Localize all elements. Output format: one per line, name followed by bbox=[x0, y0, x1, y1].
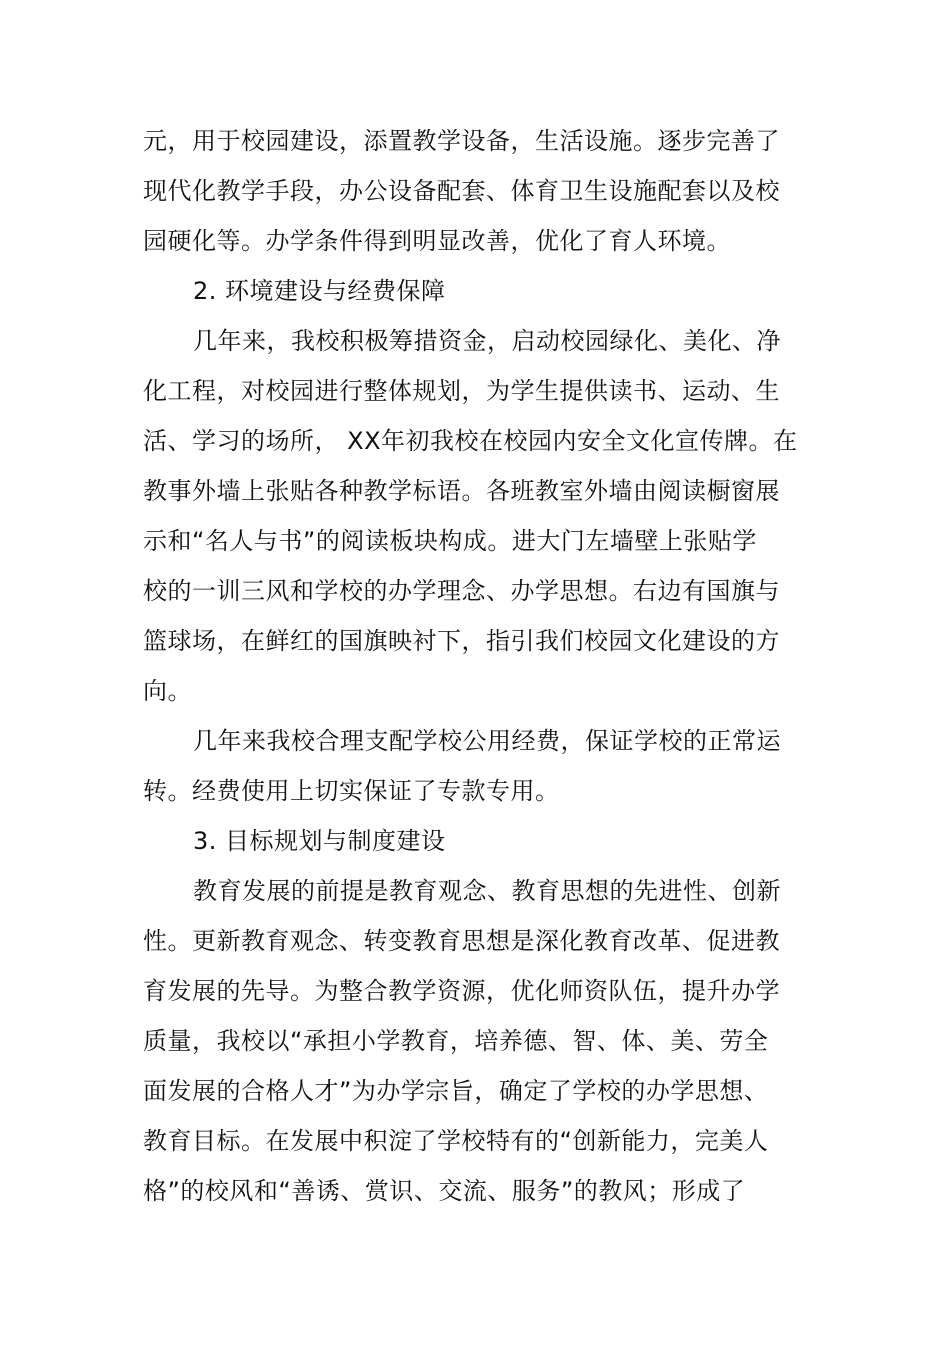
section-heading: 2. 环境建设与经费保障 bbox=[193, 277, 446, 305]
paragraph-line: 元，用于校园建设，添置教学设备，生活设施。逐步完善了 bbox=[143, 127, 780, 155]
paragraph-line: 面发展的合格人才”为办学宗旨，确定了学校的办学思想、 bbox=[143, 1077, 769, 1105]
paragraph-line: 几年来我校合理支配学校公用经费，保证学校的正常运 bbox=[193, 727, 781, 755]
paragraph-line: 几年来，我校积极筹措资金，启动校园绿化、美化、净 bbox=[193, 327, 781, 355]
paragraph-line: 园硬化等。办学条件得到明显改善，优化了育人环境。 bbox=[143, 227, 731, 255]
paragraph-line: 示和“名人与书”的阅读板块构成。进大门左墙壁上张贴学 bbox=[143, 527, 757, 555]
paragraph-line: 活、学习的场所， XX年初我校在校园内安全文化宣传牌。在 bbox=[143, 427, 798, 455]
section-heading: 3. 目标规划与制度建设 bbox=[193, 827, 446, 855]
paragraph-line: 教事外墙上张贴各种教学标语。各班教室外墙由阅读橱窗展 bbox=[143, 477, 780, 505]
paragraph-line: 教育目标。在发展中积淀了学校特有的“创新能力，完美人 bbox=[143, 1127, 769, 1155]
paragraph-line: 育发展的先导。为整合教学资源，优化师资队伍，提升办学 bbox=[143, 977, 780, 1005]
paragraph-line: 校的一训三风和学校的办学理念、办学思想。右边有国旗与 bbox=[143, 577, 780, 605]
paragraph-line: 篮球场，在鲜红的国旗映衬下，指引我们校园文化建设的方 bbox=[143, 627, 780, 655]
paragraph-line: 性。更新教育观念、转变教育思想是深化教育改革、促进教 bbox=[143, 927, 780, 955]
paragraph-line: 教育发展的前提是教育观念、教育思想的先进性、创新 bbox=[193, 877, 781, 905]
paragraph-line: 格”的校风和“善诱、赏识、交流、服务”的教风；形成了 bbox=[143, 1177, 746, 1205]
paragraph-line: 向。 bbox=[143, 677, 192, 705]
paragraph-line: 质量，我校以“承担小学教育，培养德、智、体、美、劳全 bbox=[143, 1027, 769, 1055]
paragraph-line: 转。经费使用上切实保证了专款专用。 bbox=[143, 777, 560, 805]
paragraph-line: 现代化教学手段，办公设备配套、体育卫生设施配套以及校 bbox=[143, 177, 780, 205]
paragraph-line: 化工程，对校园进行整体规划，为学生提供读书、运动、生 bbox=[143, 377, 780, 405]
